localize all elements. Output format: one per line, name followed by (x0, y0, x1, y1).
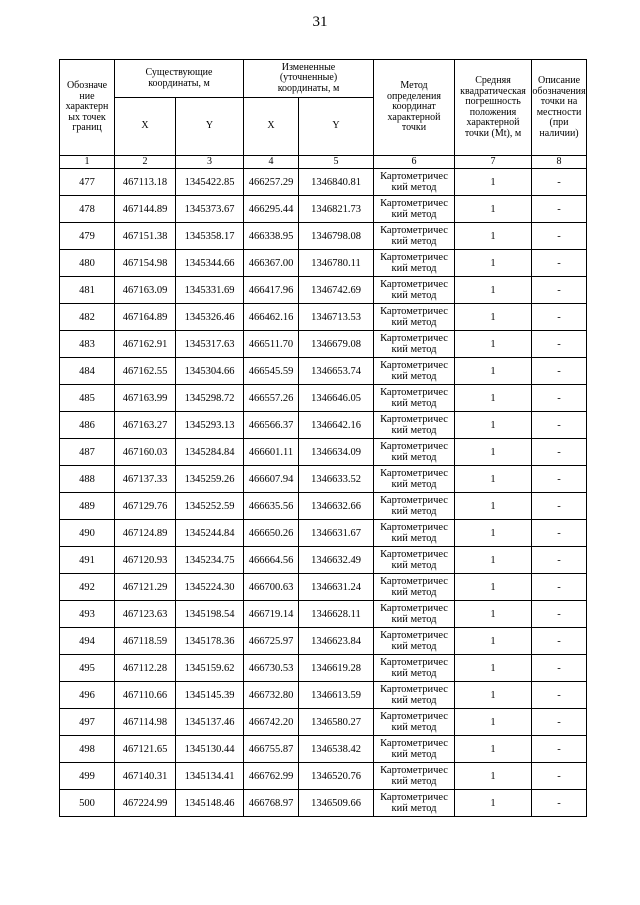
cell-existing-x: 467163.99 (115, 385, 176, 412)
cell-existing-y: 1345234.75 (176, 547, 244, 574)
cell-method: Картометричес кий метод (374, 169, 455, 196)
cell-description: - (532, 358, 587, 385)
cell-changed-x: 466257.29 (244, 169, 299, 196)
column-number: 5 (299, 156, 374, 169)
cell-mean-error: 1 (455, 547, 532, 574)
cell-method: Картометричес кий метод (374, 709, 455, 736)
cell-existing-y: 1345224.30 (176, 574, 244, 601)
column-number: 2 (115, 156, 176, 169)
cell-method: Картометричес кий метод (374, 547, 455, 574)
cell-changed-x: 466557.26 (244, 385, 299, 412)
table-row (60, 547, 587, 574)
header-mean-error: Средняя квадратическая погрешность положения характерной точки (Mt), м (455, 60, 532, 156)
cell-method: Картометричес кий метод (374, 574, 455, 601)
cell-changed-y: 1346642.16 (299, 412, 374, 439)
cell-description: - (532, 466, 587, 493)
cell-point-number: 500 (60, 790, 115, 817)
cell-existing-y: 1345344.66 (176, 250, 244, 277)
cell-changed-y: 1346634.09 (299, 439, 374, 466)
cell-existing-y: 1345293.13 (176, 412, 244, 439)
column-number: 8 (532, 156, 587, 169)
table-row (60, 763, 587, 790)
cell-existing-x: 467163.27 (115, 412, 176, 439)
cell-method: Картометричес кий метод (374, 439, 455, 466)
cell-changed-x: 466367.00 (244, 250, 299, 277)
cell-mean-error: 1 (455, 358, 532, 385)
cell-description: - (532, 790, 587, 817)
cell-existing-y: 1345358.17 (176, 223, 244, 250)
cell-existing-x: 467151.38 (115, 223, 176, 250)
cell-changed-y: 1346538.42 (299, 736, 374, 763)
table-row (60, 223, 587, 250)
column-number: 1 (60, 156, 115, 169)
cell-point-number: 495 (60, 655, 115, 682)
column-number: 7 (455, 156, 532, 169)
cell-changed-y: 1346632.66 (299, 493, 374, 520)
cell-description: - (532, 196, 587, 223)
cell-existing-y: 1345130.44 (176, 736, 244, 763)
cell-method: Картометричес кий метод (374, 223, 455, 250)
cell-changed-x: 466768.97 (244, 790, 299, 817)
cell-changed-x: 466732.80 (244, 682, 299, 709)
cell-method: Картометричес кий метод (374, 196, 455, 223)
cell-existing-x: 467144.89 (115, 196, 176, 223)
cell-method: Картометричес кий метод (374, 790, 455, 817)
table-row (60, 331, 587, 358)
cell-mean-error: 1 (455, 331, 532, 358)
header-designation: Обозначе ние характерн ых точек границ (60, 60, 115, 156)
table-row (60, 412, 587, 439)
table-row (60, 790, 587, 817)
cell-existing-y: 1345178.36 (176, 628, 244, 655)
cell-method: Картометричес кий метод (374, 466, 455, 493)
cell-point-number: 479 (60, 223, 115, 250)
cell-mean-error: 1 (455, 601, 532, 628)
header-changed-x: X (244, 98, 299, 156)
cell-method: Картометричес кий метод (374, 331, 455, 358)
cell-point-number: 498 (60, 736, 115, 763)
cell-changed-y: 1346631.24 (299, 574, 374, 601)
cell-description: - (532, 250, 587, 277)
cell-changed-y: 1346613.59 (299, 682, 374, 709)
cell-point-number: 487 (60, 439, 115, 466)
table-row (60, 169, 587, 196)
cell-changed-y: 1346713.53 (299, 304, 374, 331)
cell-changed-y: 1346628.11 (299, 601, 374, 628)
cell-mean-error: 1 (455, 304, 532, 331)
cell-existing-x: 467160.03 (115, 439, 176, 466)
cell-method: Картометричес кий метод (374, 628, 455, 655)
cell-mean-error: 1 (455, 574, 532, 601)
cell-changed-x: 466730.53 (244, 655, 299, 682)
cell-existing-x: 467137.33 (115, 466, 176, 493)
cell-changed-x: 466650.26 (244, 520, 299, 547)
cell-existing-y: 1345137.46 (176, 709, 244, 736)
cell-changed-x: 466601.11 (244, 439, 299, 466)
cell-existing-x: 467121.29 (115, 574, 176, 601)
cell-changed-y: 1346646.05 (299, 385, 374, 412)
table-row (60, 439, 587, 466)
table-row (60, 736, 587, 763)
cell-description: - (532, 682, 587, 709)
cell-existing-x: 467162.91 (115, 331, 176, 358)
table-row (60, 358, 587, 385)
cell-method: Картометричес кий метод (374, 736, 455, 763)
cell-description: - (532, 169, 587, 196)
cell-description: - (532, 439, 587, 466)
cell-changed-y: 1346623.84 (299, 628, 374, 655)
cell-point-number: 489 (60, 493, 115, 520)
cell-method: Картометричес кий метод (374, 304, 455, 331)
cell-method: Картометричес кий метод (374, 655, 455, 682)
cell-existing-y: 1345159.62 (176, 655, 244, 682)
cell-changed-x: 466417.96 (244, 277, 299, 304)
cell-changed-x: 466338.95 (244, 223, 299, 250)
cell-existing-y: 1345134.41 (176, 763, 244, 790)
cell-mean-error: 1 (455, 439, 532, 466)
cell-existing-x: 467120.93 (115, 547, 176, 574)
cell-point-number: 485 (60, 385, 115, 412)
cell-existing-x: 467121.65 (115, 736, 176, 763)
cell-existing-y: 1345259.26 (176, 466, 244, 493)
cell-changed-y: 1346509.66 (299, 790, 374, 817)
cell-description: - (532, 493, 587, 520)
cell-existing-y: 1345331.69 (176, 277, 244, 304)
cell-method: Картометричес кий метод (374, 358, 455, 385)
cell-changed-y: 1346653.74 (299, 358, 374, 385)
page-number: 31 (312, 14, 328, 30)
cell-point-number: 483 (60, 331, 115, 358)
cell-mean-error: 1 (455, 385, 532, 412)
cell-existing-y: 1345326.46 (176, 304, 244, 331)
header-changed-coordinates: Измененные (уточненные) координаты, м (244, 60, 374, 98)
cell-point-number: 497 (60, 709, 115, 736)
cell-point-number: 481 (60, 277, 115, 304)
cell-description: - (532, 574, 587, 601)
coordinates-table (59, 59, 587, 817)
cell-description: - (532, 628, 587, 655)
cell-existing-y: 1345298.72 (176, 385, 244, 412)
cell-changed-y: 1346798.08 (299, 223, 374, 250)
cell-point-number: 491 (60, 547, 115, 574)
cell-existing-x: 467162.55 (115, 358, 176, 385)
cell-existing-y: 1345148.46 (176, 790, 244, 817)
cell-description: - (532, 709, 587, 736)
cell-description: - (532, 763, 587, 790)
cell-description: - (532, 277, 587, 304)
cell-method: Картометричес кий метод (374, 520, 455, 547)
table-row (60, 655, 587, 682)
cell-changed-x: 466664.56 (244, 547, 299, 574)
cell-point-number: 496 (60, 682, 115, 709)
cell-mean-error: 1 (455, 169, 532, 196)
table-row (60, 196, 587, 223)
cell-method: Картометричес кий метод (374, 412, 455, 439)
header-method: Метод определения координат характерной точки (374, 60, 455, 156)
cell-changed-x: 466511.70 (244, 331, 299, 358)
cell-mean-error: 1 (455, 790, 532, 817)
cell-changed-y: 1346742.69 (299, 277, 374, 304)
cell-changed-x: 466700.63 (244, 574, 299, 601)
cell-mean-error: 1 (455, 223, 532, 250)
table-body (60, 169, 587, 817)
cell-changed-x: 466762.99 (244, 763, 299, 790)
cell-existing-x: 467224.99 (115, 790, 176, 817)
cell-changed-x: 466462.16 (244, 304, 299, 331)
cell-changed-y: 1346840.81 (299, 169, 374, 196)
table-row (60, 250, 587, 277)
header-existing-x: X (115, 98, 176, 156)
cell-changed-y: 1346679.08 (299, 331, 374, 358)
cell-description: - (532, 520, 587, 547)
cell-changed-x: 466755.87 (244, 736, 299, 763)
cell-existing-x: 467118.59 (115, 628, 176, 655)
column-number: 4 (244, 156, 299, 169)
cell-changed-x: 466295.44 (244, 196, 299, 223)
table-row (60, 277, 587, 304)
cell-changed-x: 466545.59 (244, 358, 299, 385)
cell-changed-x: 466566.37 (244, 412, 299, 439)
cell-changed-x: 466635.56 (244, 493, 299, 520)
cell-existing-y: 1345422.85 (176, 169, 244, 196)
cell-mean-error: 1 (455, 466, 532, 493)
cell-mean-error: 1 (455, 493, 532, 520)
cell-point-number: 499 (60, 763, 115, 790)
cell-changed-y: 1346631.67 (299, 520, 374, 547)
cell-changed-x: 466725.97 (244, 628, 299, 655)
cell-changed-y: 1346633.52 (299, 466, 374, 493)
table-row (60, 682, 587, 709)
cell-existing-x: 467114.98 (115, 709, 176, 736)
cell-changed-x: 466742.20 (244, 709, 299, 736)
cell-changed-y: 1346580.27 (299, 709, 374, 736)
cell-method: Картометричес кий метод (374, 493, 455, 520)
cell-method: Картометричес кий метод (374, 250, 455, 277)
cell-method: Картометричес кий метод (374, 277, 455, 304)
cell-point-number: 480 (60, 250, 115, 277)
table-row (60, 601, 587, 628)
cell-changed-y: 1346619.28 (299, 655, 374, 682)
cell-existing-x: 467163.09 (115, 277, 176, 304)
cell-existing-y: 1345317.63 (176, 331, 244, 358)
cell-existing-x: 467154.98 (115, 250, 176, 277)
cell-method: Картометричес кий метод (374, 385, 455, 412)
table-row (60, 493, 587, 520)
cell-point-number: 486 (60, 412, 115, 439)
cell-point-number: 494 (60, 628, 115, 655)
cell-changed-y: 1346520.76 (299, 763, 374, 790)
cell-point-number: 492 (60, 574, 115, 601)
table-row (60, 520, 587, 547)
cell-description: - (532, 601, 587, 628)
cell-existing-x: 467113.18 (115, 169, 176, 196)
cell-point-number: 488 (60, 466, 115, 493)
cell-mean-error: 1 (455, 628, 532, 655)
cell-existing-y: 1345198.54 (176, 601, 244, 628)
cell-existing-x: 467110.66 (115, 682, 176, 709)
cell-existing-y: 1345284.84 (176, 439, 244, 466)
table-row (60, 385, 587, 412)
cell-point-number: 484 (60, 358, 115, 385)
header-description: Описание обозначения точки на местности (при наличии) (532, 60, 587, 156)
cell-mean-error: 1 (455, 412, 532, 439)
cell-existing-y: 1345373.67 (176, 196, 244, 223)
cell-changed-y: 1346632.49 (299, 547, 374, 574)
cell-existing-y: 1345252.59 (176, 493, 244, 520)
cell-changed-y: 1346821.73 (299, 196, 374, 223)
cell-method: Картометричес кий метод (374, 601, 455, 628)
cell-point-number: 490 (60, 520, 115, 547)
column-number: 6 (374, 156, 455, 169)
cell-description: - (532, 736, 587, 763)
cell-changed-x: 466607.94 (244, 466, 299, 493)
cell-existing-x: 467123.63 (115, 601, 176, 628)
cell-existing-y: 1345304.66 (176, 358, 244, 385)
cell-point-number: 493 (60, 601, 115, 628)
header-existing-y: Y (176, 98, 244, 156)
cell-point-number: 478 (60, 196, 115, 223)
table-row (60, 466, 587, 493)
cell-description: - (532, 412, 587, 439)
cell-existing-x: 467112.28 (115, 655, 176, 682)
cell-mean-error: 1 (455, 709, 532, 736)
cell-description: - (532, 304, 587, 331)
cell-changed-x: 466719.14 (244, 601, 299, 628)
cell-existing-x: 467129.76 (115, 493, 176, 520)
cell-point-number: 477 (60, 169, 115, 196)
table-row (60, 709, 587, 736)
cell-mean-error: 1 (455, 277, 532, 304)
table-row (60, 628, 587, 655)
cell-description: - (532, 385, 587, 412)
cell-existing-x: 467164.89 (115, 304, 176, 331)
cell-description: - (532, 223, 587, 250)
table-row (60, 304, 587, 331)
cell-mean-error: 1 (455, 196, 532, 223)
cell-method: Картометричес кий метод (374, 682, 455, 709)
table-row (60, 574, 587, 601)
column-number-row (60, 156, 587, 169)
cell-mean-error: 1 (455, 763, 532, 790)
cell-existing-y: 1345145.39 (176, 682, 244, 709)
cell-changed-y: 1346780.11 (299, 250, 374, 277)
cell-description: - (532, 547, 587, 574)
cell-description: - (532, 331, 587, 358)
cell-method: Картометричес кий метод (374, 763, 455, 790)
cell-point-number: 482 (60, 304, 115, 331)
cell-description: - (532, 655, 587, 682)
cell-mean-error: 1 (455, 736, 532, 763)
header-existing-coordinates: Существующие координаты, м (115, 60, 244, 98)
cell-mean-error: 1 (455, 655, 532, 682)
cell-mean-error: 1 (455, 520, 532, 547)
header-changed-y: Y (299, 98, 374, 156)
cell-mean-error: 1 (455, 682, 532, 709)
cell-existing-x: 467140.31 (115, 763, 176, 790)
cell-existing-x: 467124.89 (115, 520, 176, 547)
column-number: 3 (176, 156, 244, 169)
cell-existing-y: 1345244.84 (176, 520, 244, 547)
cell-mean-error: 1 (455, 250, 532, 277)
